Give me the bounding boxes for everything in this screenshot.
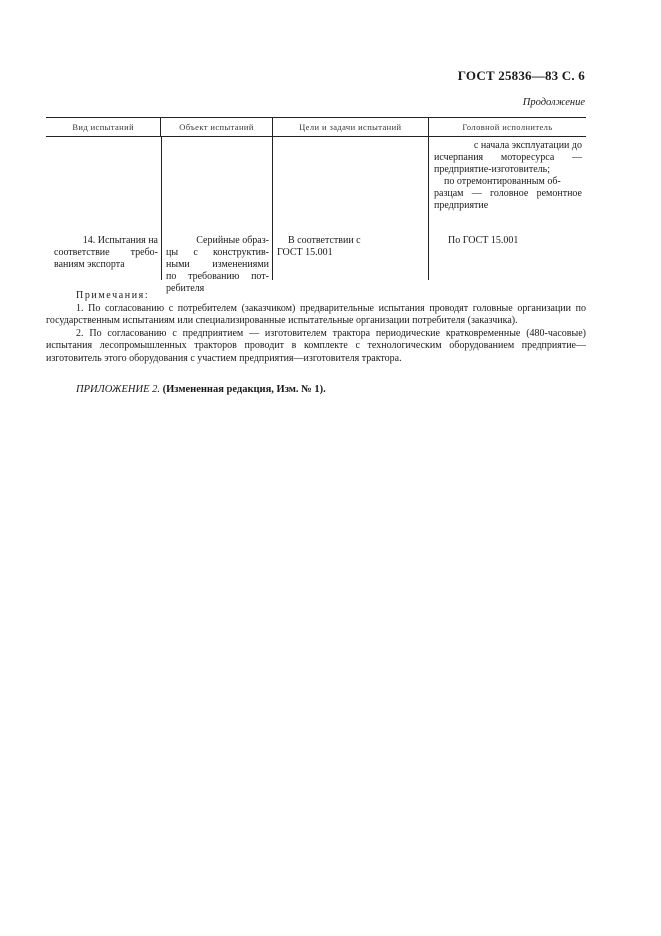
appendix-reference — [76, 384, 326, 395]
executor-line: исчерпания моторесурса — — [434, 152, 582, 163]
column-header-test-type: Вид испытаний — [72, 122, 135, 132]
tests-table — [46, 117, 586, 294]
notes-block — [46, 290, 586, 366]
test-type-line: 14. Испытания на — [82, 235, 158, 246]
test-object-line: Серийные образ- — [196, 235, 269, 246]
test-object-line: по требованию пот- — [166, 271, 269, 282]
column-header-executor: Головной исполнитель — [428, 118, 586, 136]
appendix-label: ПРИЛОЖЕНИЕ 2. — [76, 384, 160, 395]
note-2: 2. По согласованию с предприятием — изготовителем трактора периодические кратковременные (480-часовые) испытания лесопромышленных тракторов проводит в комплекте с технологическим оборудованием предприятие—изготовитель этого оборудования с участием предприятия—изготовителя трактора. — [46, 327, 586, 364]
executor-line: разцам — головное ремонтное — [434, 188, 582, 199]
table-header-row — [46, 118, 586, 137]
test-object-line: ными изменениями — [166, 259, 269, 270]
test-object-line: ребителя — [166, 283, 205, 294]
appendix-edition-note: (Измененная редакция, Изм. № 1). — [162, 384, 326, 395]
page-header-title: ГОСТ 25836—83 С. 6 — [457, 68, 585, 83]
note-1: 1. По согласованию с потребителем (заказчиком) предварительные испытания проводят головные организации по государственным испытаниям или специализированные испытательные организации потребителя (заказчика). — [46, 302, 586, 327]
cell-test-object — [161, 137, 272, 294]
test-object-line: цы с конструктив- — [166, 247, 269, 258]
column-header-test-object: Объект испытаний — [160, 118, 271, 136]
column-header-goals: Цели и задачи испытаний — [272, 118, 428, 136]
table-row — [46, 137, 586, 294]
executor-standard: По ГОСТ 15.001 — [448, 235, 519, 246]
notes-title: Примечания: — [76, 290, 150, 301]
cell-test-type — [46, 137, 161, 280]
test-type-line: соответствие требо- — [54, 247, 158, 258]
cell-goals — [272, 137, 428, 280]
goals-line: ГОСТ 15.001 — [277, 247, 333, 258]
executor-line: с начала эксплуатации до — [473, 140, 582, 151]
test-type-line: ваниям экспорта — [54, 259, 125, 270]
executor-line: предприятие-изготовитель; — [434, 164, 551, 175]
goals-line: В соответствии с — [288, 235, 361, 246]
executor-line: предприятие — [434, 200, 489, 211]
cell-executor — [428, 137, 586, 280]
executor-line: по отремонтированным об- — [444, 176, 561, 187]
continuation-label: Продолжение — [522, 97, 585, 108]
